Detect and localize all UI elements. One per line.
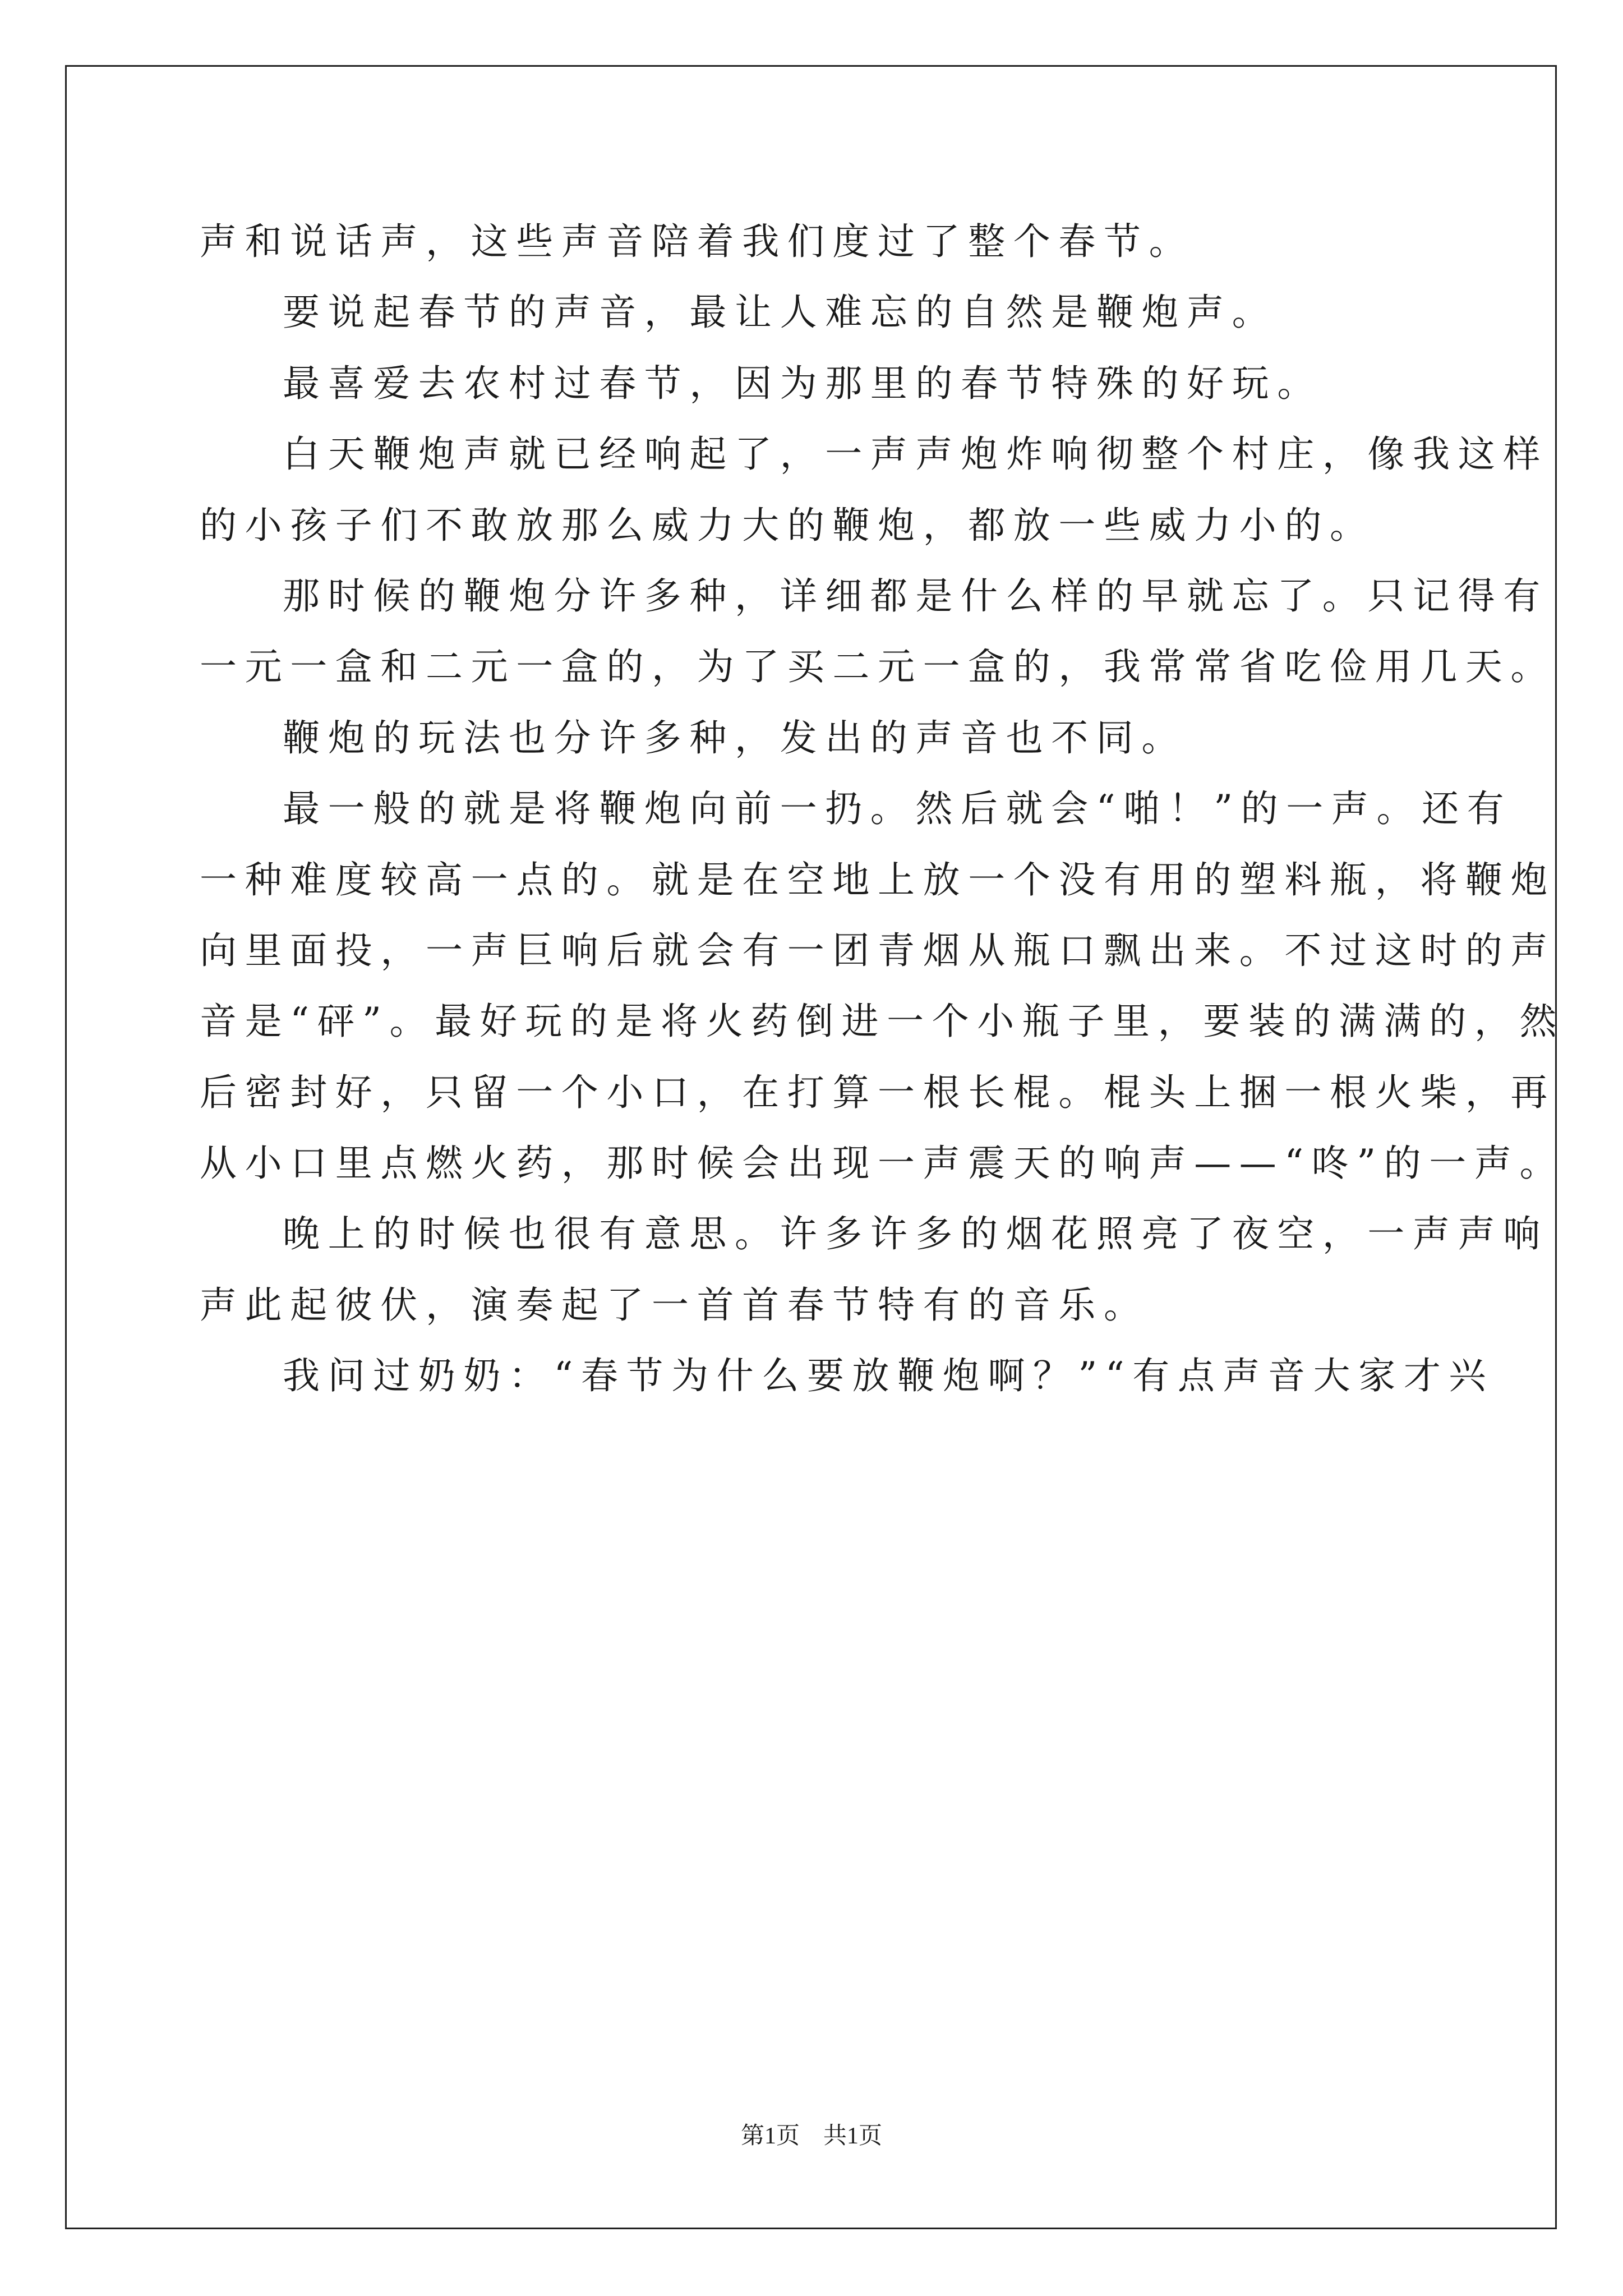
text-line: 后密封好，只留一个小口，在打算一根长棍。棍头上捆一根火柴，再 bbox=[200, 1070, 1556, 1114]
text-line: 声此起彼伏，演奏起了一首首春节特有的音乐。 bbox=[200, 1283, 1149, 1327]
text-line: 从小口里点燃火药，那时候会出现一声震天的响声——“咚”的一声。 bbox=[200, 1142, 1565, 1185]
text-line: 要说起春节的声音，最让人难忘的自然是鞭炮声。 bbox=[283, 291, 1278, 334]
text-line: 最一般的就是将鞭炮向前一扔。然后就会“啪！”的一声。还有 bbox=[283, 787, 1513, 831]
text-line: 晚上的时候也很有意思。许多许多的烟花照亮了夜空，一声声响 bbox=[283, 1212, 1548, 1256]
text-line: 鞭炮的玩法也分许多种，发出的声音也不同。 bbox=[283, 716, 1187, 760]
text-line: 我问过奶奶：“春节为什么要放鞭炮啊？”“有点声音大家才兴 bbox=[283, 1354, 1495, 1398]
text-line: 的小孩子们不敢放那么威力大的鞭炮，都放一些威力小的。 bbox=[200, 503, 1375, 547]
text-line: 那时候的鞭炮分许多种，详细都是什么样的早就忘了。只记得有 bbox=[283, 574, 1548, 618]
document-body bbox=[200, 206, 1565, 1412]
text-line: 一种难度较高一点的。就是在空地上放一个没有用的塑料瓶，将鞭炮 bbox=[200, 858, 1556, 901]
text-line: 一元一盒和二元一盒的，为了买二元一盒的，我常常省吃俭用几天。 bbox=[200, 645, 1556, 689]
text-line: 音是“砰”。最好玩的是将火药倒进一个小瓶子里，要装的满满的，然 bbox=[200, 1000, 1565, 1043]
text-line: 向里面投，一声巨响后就会有一团青烟从瓶口飘出来。不过这时的声 bbox=[200, 928, 1556, 972]
text-line: 最喜爱去农村过春节，因为那里的春节特殊的好玩。 bbox=[283, 361, 1322, 405]
text-line: 声和说话声，这些声音陪着我们度过了整个春节。 bbox=[200, 220, 1195, 263]
page-number-label: 第1页 共1页 bbox=[740, 2123, 882, 2149]
text-line: 白天鞭炮声就已经响起了，一声声炮炸响彻整个村庄，像我这样 bbox=[283, 432, 1548, 476]
page-footer bbox=[0, 2119, 1623, 2153]
